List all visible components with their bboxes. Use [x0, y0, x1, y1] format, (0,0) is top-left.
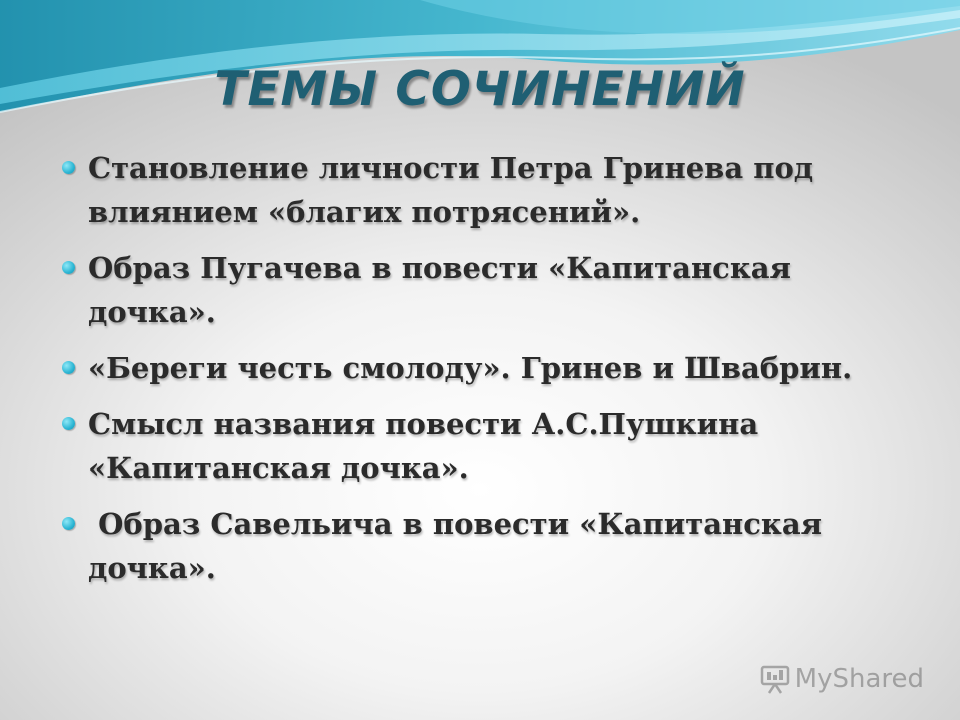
topic-text: Образ Пугачева в повести «Капитанская дочка».: [88, 251, 791, 329]
bullet-icon: [62, 517, 75, 530]
topic-text: Образ Савельича в повести «Капитанская дочка».: [88, 507, 833, 585]
presentation-board-icon: [759, 664, 791, 694]
bullet-icon: [62, 417, 75, 430]
bullet-icon: [62, 261, 75, 274]
slide-title: ТЕМЫ СОЧИНЕНИЙ: [214, 62, 746, 117]
topic-text: Становление личности Петра Гринева под влиянием «благих потрясений».: [88, 151, 814, 229]
bullet-icon: [62, 361, 75, 374]
topic-item: [62, 502, 922, 590]
topic-item: [62, 246, 922, 334]
topic-text: «Береги честь смолоду». Гринев и Швабрин.: [88, 351, 853, 385]
bullet-icon: [62, 161, 75, 174]
topic-item: [62, 402, 922, 490]
myshared-watermark: [759, 664, 924, 694]
topic-item: [62, 346, 922, 390]
topics-list: [62, 146, 922, 602]
topic-item: [62, 146, 922, 234]
watermark-text: MyShared: [794, 664, 924, 694]
topic-text: Смысл названия повести А.С.Пушкина «Капитанская дочка».: [88, 407, 759, 485]
